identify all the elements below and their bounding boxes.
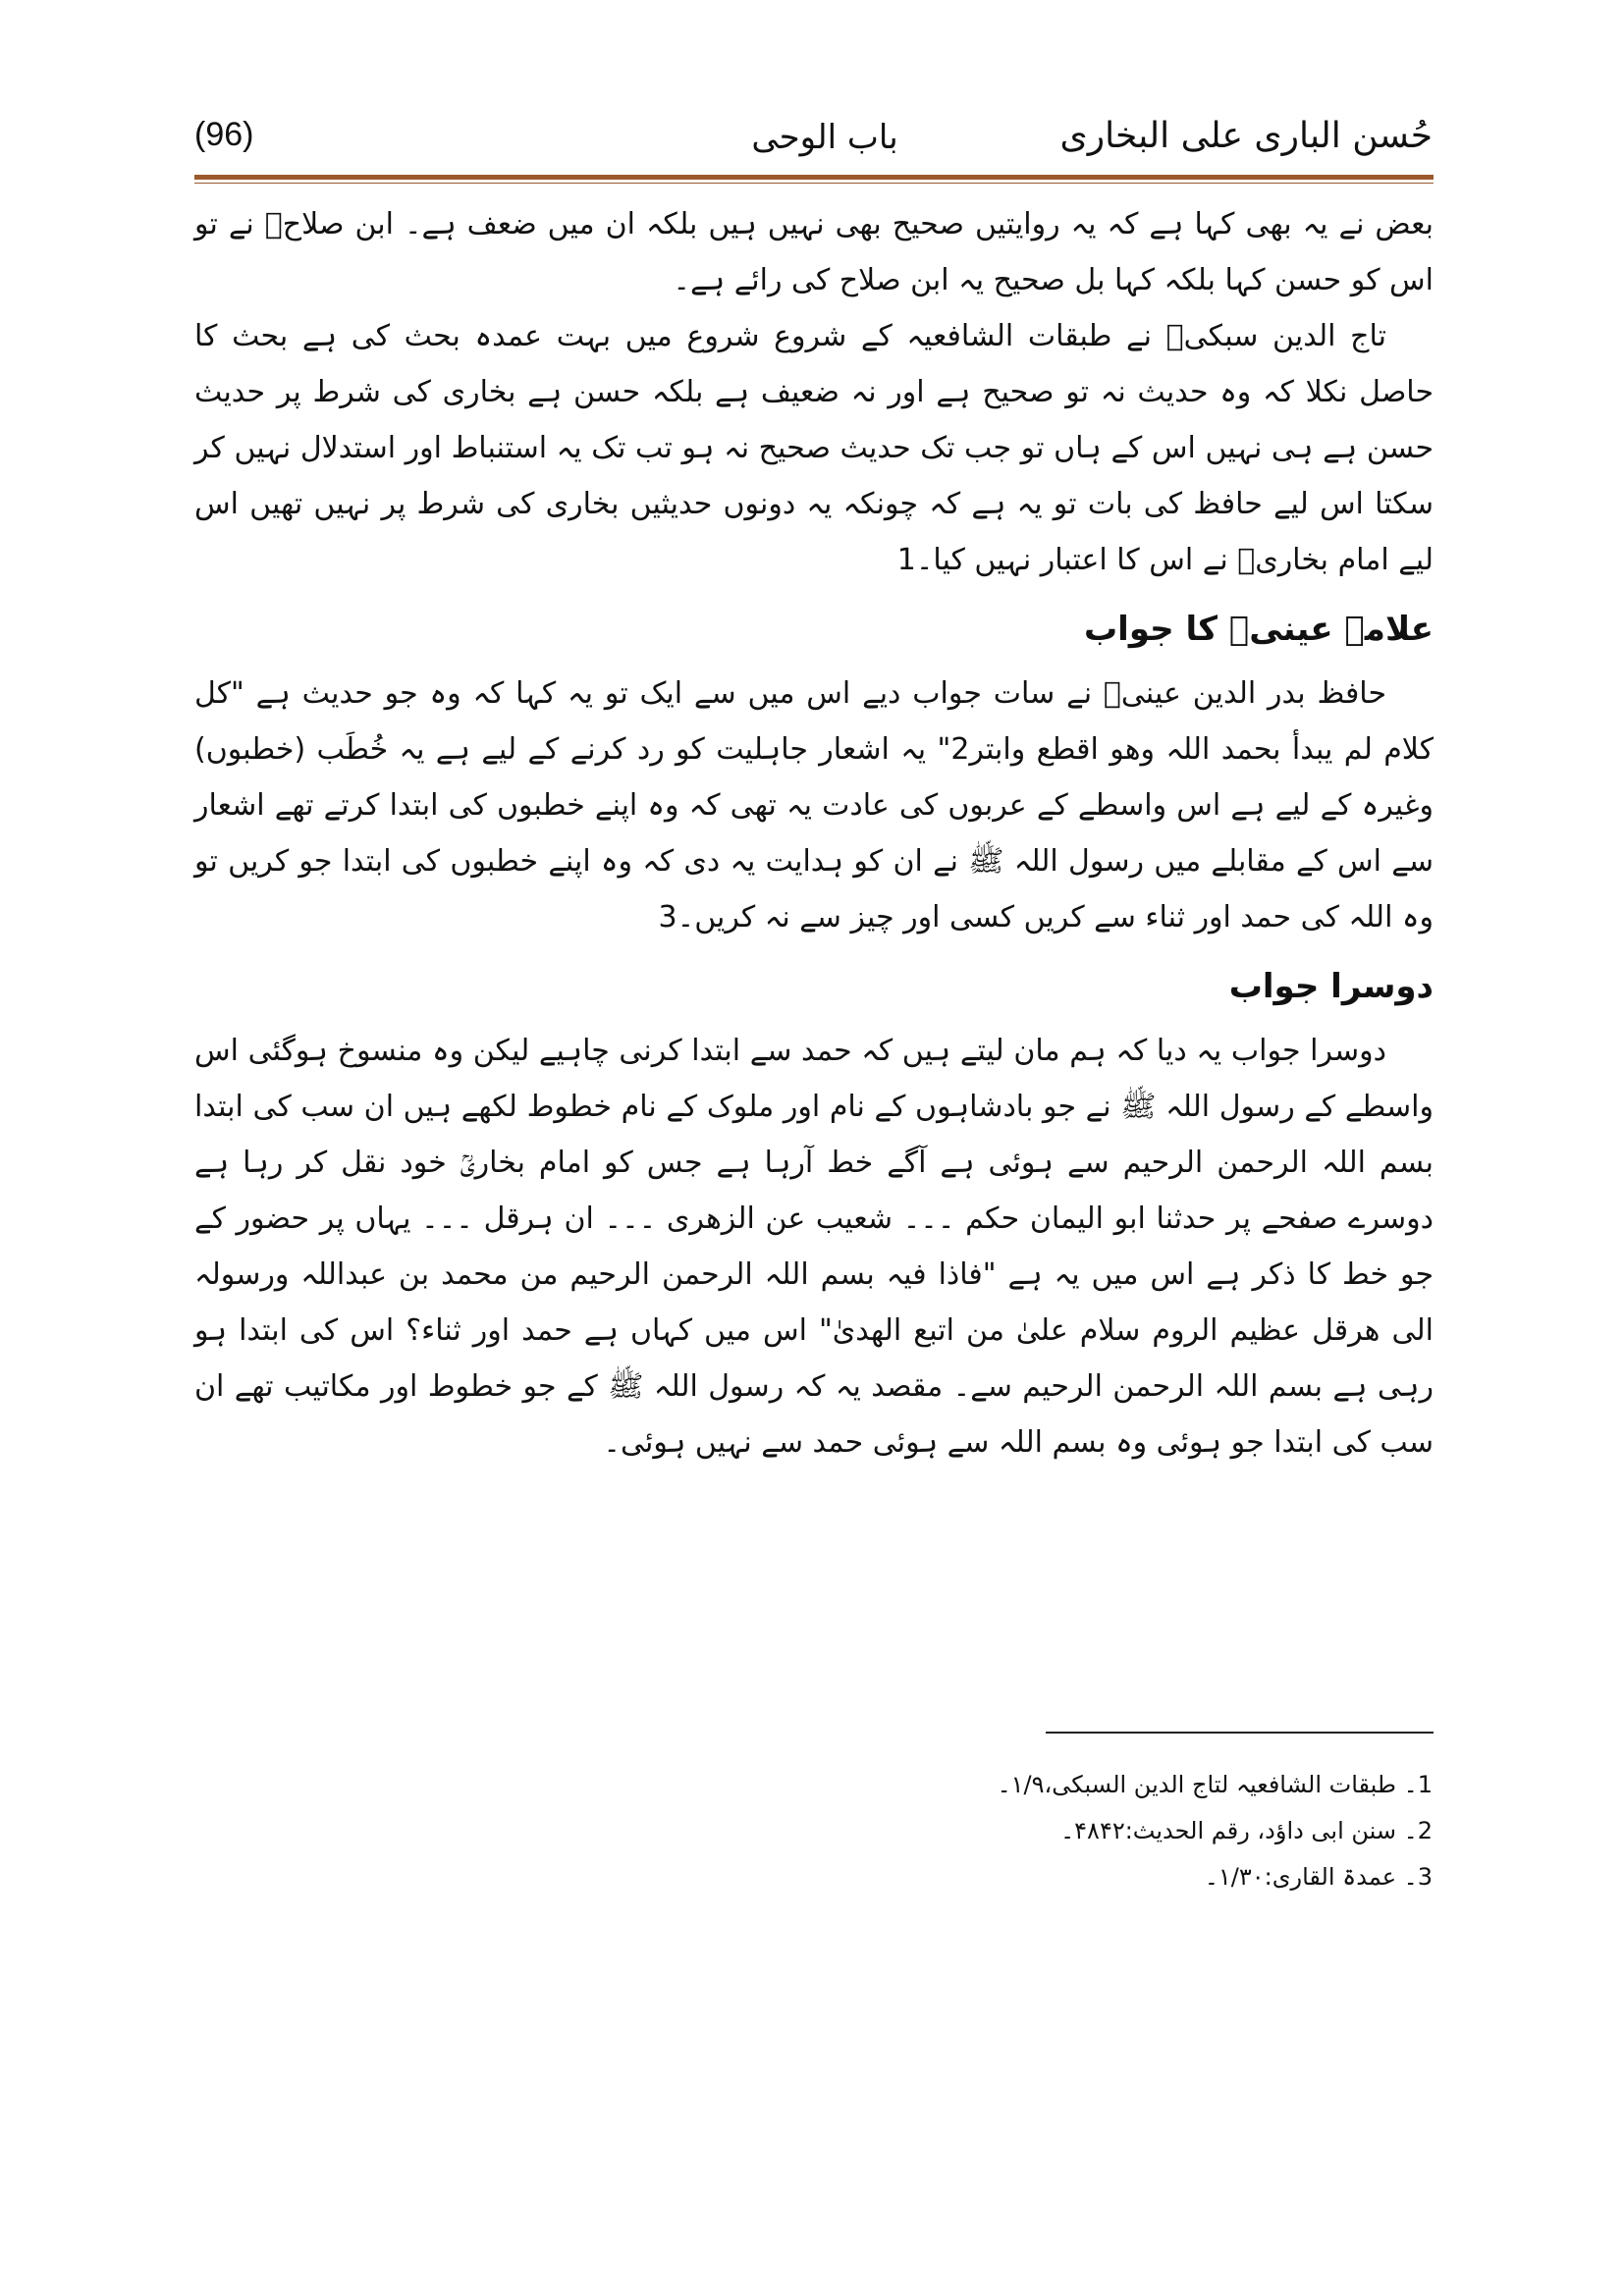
paragraph-1: بعض نے یہ بھی کہا ہے کہ یہ روایتیں صحیح بھی نہیں ہیں بلکہ ان میں ضعف ہے۔ ابن صلاحؒ نے تو اس کو حسن کہا بلکہ کہا بل صحیح یہ ابن صلاح کی رائے ہے۔ bbox=[194, 207, 1434, 297]
footnotes bbox=[998, 1762, 1433, 1900]
book-title: حُسن الباری علی البخاری bbox=[1059, 116, 1433, 156]
body-text bbox=[194, 196, 1434, 1470]
header-rule-thick bbox=[194, 175, 1434, 180]
footnote-1: 1۔ طبقات الشافعیہ لتاج الدین السبکی،۱/۹۔ bbox=[997, 1771, 1433, 1798]
chapter-title: باب الوحی bbox=[751, 118, 898, 157]
paragraph-2: تاج الدین سبکیؒ نے طبقات الشافعیہ کے شروع شروع میں بہت عمدہ بحث کی ہے بحث کا حاصل نکلا کہ وہ حدیث نہ تو صحیح ہے اور نہ ضعیف ہے بلکہ حسن ہے بخاری کی شرط پر حدیث حسن ہے ہی نہیں اس کے ہاں تو جب تک حدیث صحیح نہ ہو تب تک یہ استنباط اور استدلال نہیں کر سکتا اس لیے حافظ کی بات تو یہ ہے کہ چونکہ یہ دونوں حدیثیں بخاری کی شرط پر نہیں تھیں اس لیے امام بخاریؒ نے اس کا اعتبار نہیں کیا۔1 bbox=[194, 319, 1434, 577]
header-rule-thin bbox=[194, 183, 1434, 184]
footnote-divider bbox=[1046, 1732, 1434, 1734]
footnote-2: 2۔ سنن ابی داؤد، رقم الحدیث:۴۸۴۲۔ bbox=[1060, 1817, 1433, 1844]
section-heading-aini: علامہ عینیؒ کا جواب bbox=[1084, 610, 1434, 649]
page-number: (96) bbox=[194, 116, 254, 153]
page-header bbox=[0, 0, 1624, 177]
footnote-3: 3۔ عمدۃ القاری:۱/۳۰۔ bbox=[1204, 1863, 1433, 1891]
paragraph-4: دوسرا جواب یہ دیا کہ ہم مان لیتے ہیں کہ حمد سے ابتدا کرنی چاہیے لیکن وہ منسوخ ہوگئی اس واسطے کے رسول اللہ ﷺ نے جو بادشاہوں کے نام اور ملوک کے نام خطوط لکھے ہیں ان سب کی ابتدا بسم اللہ الرحمن الرحیم سے ہوئی ہے آگے خط آرہا ہے جس کو امام بخاریؒ خود نقل کر رہا ہے دوسرے صفحے پر حدثنا ابو الیمان حکم ۔۔۔ شعیب عن الزھری ۔۔۔ ان ہرقل ۔۔۔ یہاں پر حضور کے جو خط کا ذکر ہے اس میں یہ ہے "فاذا فیہ بسم اللہ الرحمن الرحیم من محمد بن عبداللہ ورسولہ الی ھرقل عظیم الروم سلام علیٰ من اتبع الھدیٰ" اس میں کہاں ہے حمد اور ثناء؟ اس کی ابتدا ہو رہی ہے بسم اللہ الرحمن الرحیم سے۔ مقصد یہ کہ رسول اللہ ﷺ کے جو خطوط اور مکاتیب تھے ان سب کی ابتدا جو ہوئی وہ بسم اللہ سے ہوئی حمد سے نہیں ہوئی۔ bbox=[194, 1034, 1434, 1460]
section-heading-second-answer: دوسرا جواب bbox=[1228, 967, 1434, 1006]
paragraph-3: حافظ بدر الدین عینیؒ نے سات جواب دیے اس میں سے ایک تو یہ کہا کہ وہ جو حدیث ہے "کل کلام لم یبدأ بحمد اللہ وھو اقطع وابتر2" یہ اشعار جاہلیت کو رد کرنے کے لیے ہے یہ خُطَب (خطبوں) وغیرہ کے لیے ہے اس واسطے کے عربوں کی عادت یہ تھی کہ وہ اپنے خطبوں کی ابتدا کرتے تھے اشعار سے اس کے مقابلے میں رسول اللہ ﷺ نے ان کو ہدایت یہ دی کہ وہ اپنے خطبوں کی ابتدا جو کریں تو وہ اللہ کی حمد اور ثناء سے کریں کسی اور چیز سے نہ کریں۔3 bbox=[194, 676, 1434, 934]
